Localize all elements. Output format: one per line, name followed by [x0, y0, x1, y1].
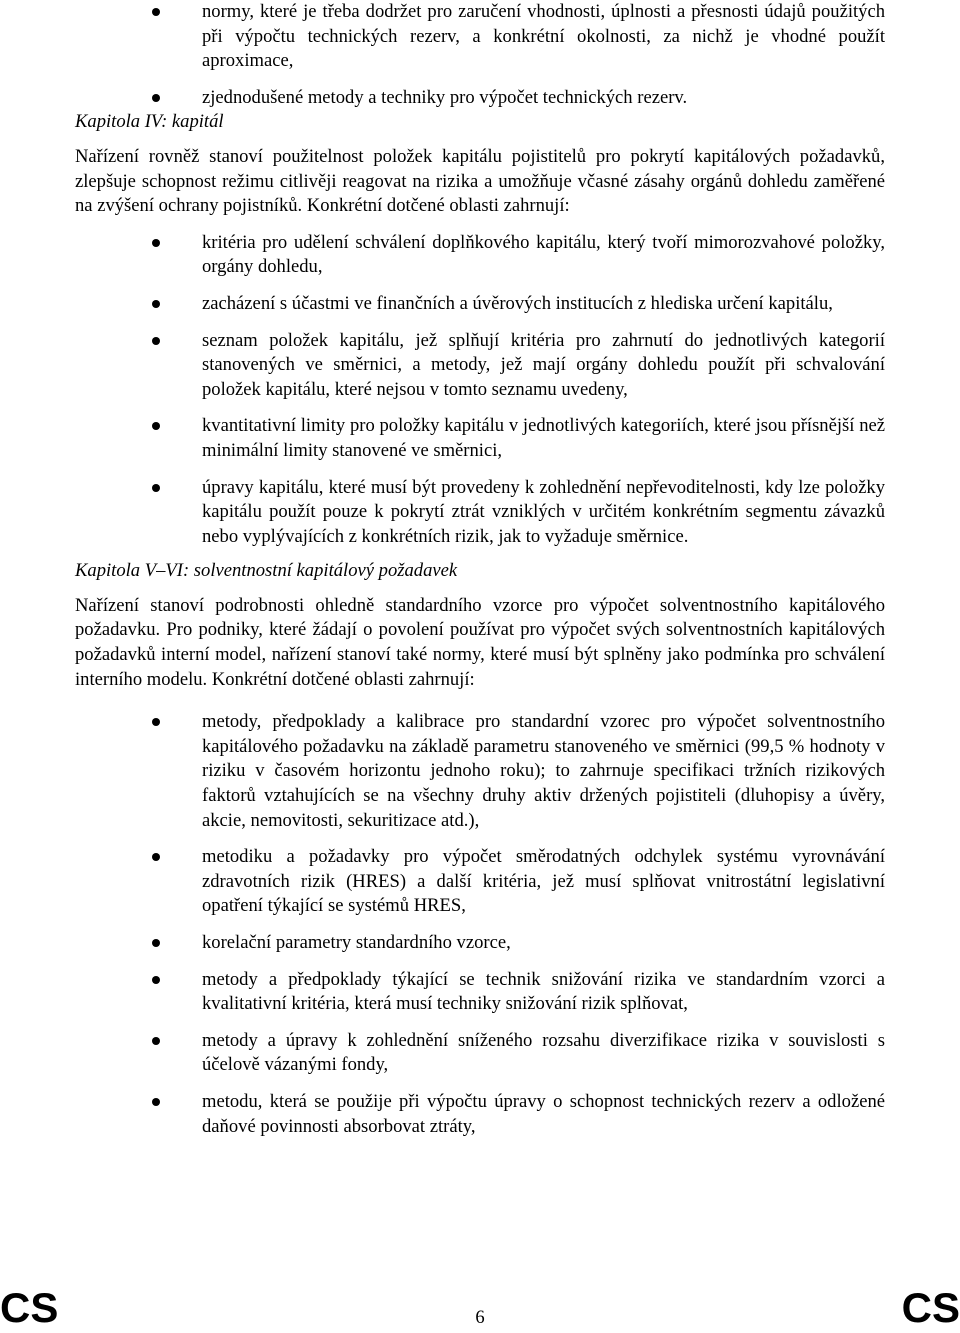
list-item: kritéria pro udělení schválení doplňkového kapitálu, který tvoří mimorozvahové položky, orgány dohledu, [75, 231, 885, 280]
list-item: metodiku a požadavky pro výpočet směrodatných odchylek systému vyrovnávání zdravotních rizik (HRES) a další kritéria, jež musí splňovat vnitrostátní legislativní opatření týkající se systémů HRES, [75, 845, 885, 919]
list-item: normy, které je třeba dodržet pro zaručení vhodnosti, úplnosti a přesnosti údajů použitých při výpočtu technických rezerv, a konkrétní okolnosti, za nichž je vhodné použít aproximace, [75, 0, 885, 74]
chapter5-bullet-list [75, 710, 885, 1139]
footer-language-code-right: CS [901, 1284, 960, 1331]
list-item: metody a úpravy k zohlednění sníženého rozsahu diverzifikace rizika v souvislosti s účelově vázanými fondy, [75, 1029, 885, 1078]
list-item: metody, předpoklady a kalibrace pro standardní vzorec pro výpočet solventnostního kapitálového požadavku na základě parametru stanoveného ve směrnici (99,5 % hodnoty v riziku v časovém horizontu jednoho roku); to zahrnuje specifikaci tržních rizikových faktorů vztahujících se na všechny druhy aktiv držených pojistiteli (dluhopisy a úvěry, akcie, nemovitosti, sekuritizace atd.), [75, 710, 885, 833]
list-item: metodu, která se použije při výpočtu úpravy o schopnost technických rezerv a odložené daňové povinnosti absorbovat ztráty, [75, 1090, 885, 1139]
chapter5-heading: Kapitola V–VI: solventnostní kapitálový požadavek [75, 560, 458, 582]
list-item: korelační parametry standardního vzorce, [75, 931, 885, 956]
intro-bullet-list [75, 0, 885, 110]
list-item: seznam položek kapitálu, jež splňují kritéria pro zahrnutí do jednotlivých kategorií stanovených ve směrnici, a metody, jež mají orgány dohledu použít při schvalování položek kapitálu, které nejsou v tomto seznamu uvedeny, [75, 329, 885, 403]
footer-language-code-left: CS [0, 1284, 59, 1331]
list-item: úpravy kapitálu, které musí být provedeny k zohlednění nepřevoditelnosti, kdy lze položky kapitálu použít pouze k pokrytí ztrát vzniklých v určitém konkrétním segmentu závazků nebo vyplývajících z konkrétních rizik, jak to vyžaduje směrnice. [75, 476, 885, 550]
chapter4-heading: Kapitola IV: kapitál [75, 111, 224, 133]
chapter4-bullet-list [75, 231, 885, 550]
chapter4-paragraph: Nařízení rovněž stanoví použitelnost položek kapitálu pojistitelů pro pokrytí kapitálových požadavků, zlepšuje schopnost režimu citlivěji reagovat na rizika a umožňuje včasné zásahy orgánů dohledu zaměřené na zvýšení ochrany pojistníků. Konkrétní dotčené oblasti zahrnují: [75, 145, 885, 217]
list-item: zacházení s účastmi ve finančních a úvěrových institucích z hlediska určení kapitálu, [75, 292, 885, 317]
document-body [75, 0, 885, 1139]
list-item: kvantitativní limity pro položky kapitálu v jednotlivých kategoriích, které jsou přísnější než minimální limity stanovené ve směrnici, [75, 414, 885, 463]
list-item: metody a předpoklady týkající se technik snižování rizika ve standardním vzorci a kvalitativní kritéria, která musí techniky snižování rizik splňovat, [75, 968, 885, 1017]
page-number: 6 [475, 1307, 485, 1328]
chapter5-paragraph: Nařízení stanoví podrobnosti ohledně standardního vzorce pro výpočet solventnostního kapitálového požadavku. Pro podniky, které žádají o povolení používat pro výpočet svých solventnostních kapitálových požadavků interní model, nařízení stanoví také normy, které musí být splněny jako podmínka pro schválení interního modelu. Konkrétní dotčené oblasti zahrnují: [75, 594, 885, 690]
list-item: zjednodušené metody a techniky pro výpočet technických rezerv. [75, 86, 885, 111]
